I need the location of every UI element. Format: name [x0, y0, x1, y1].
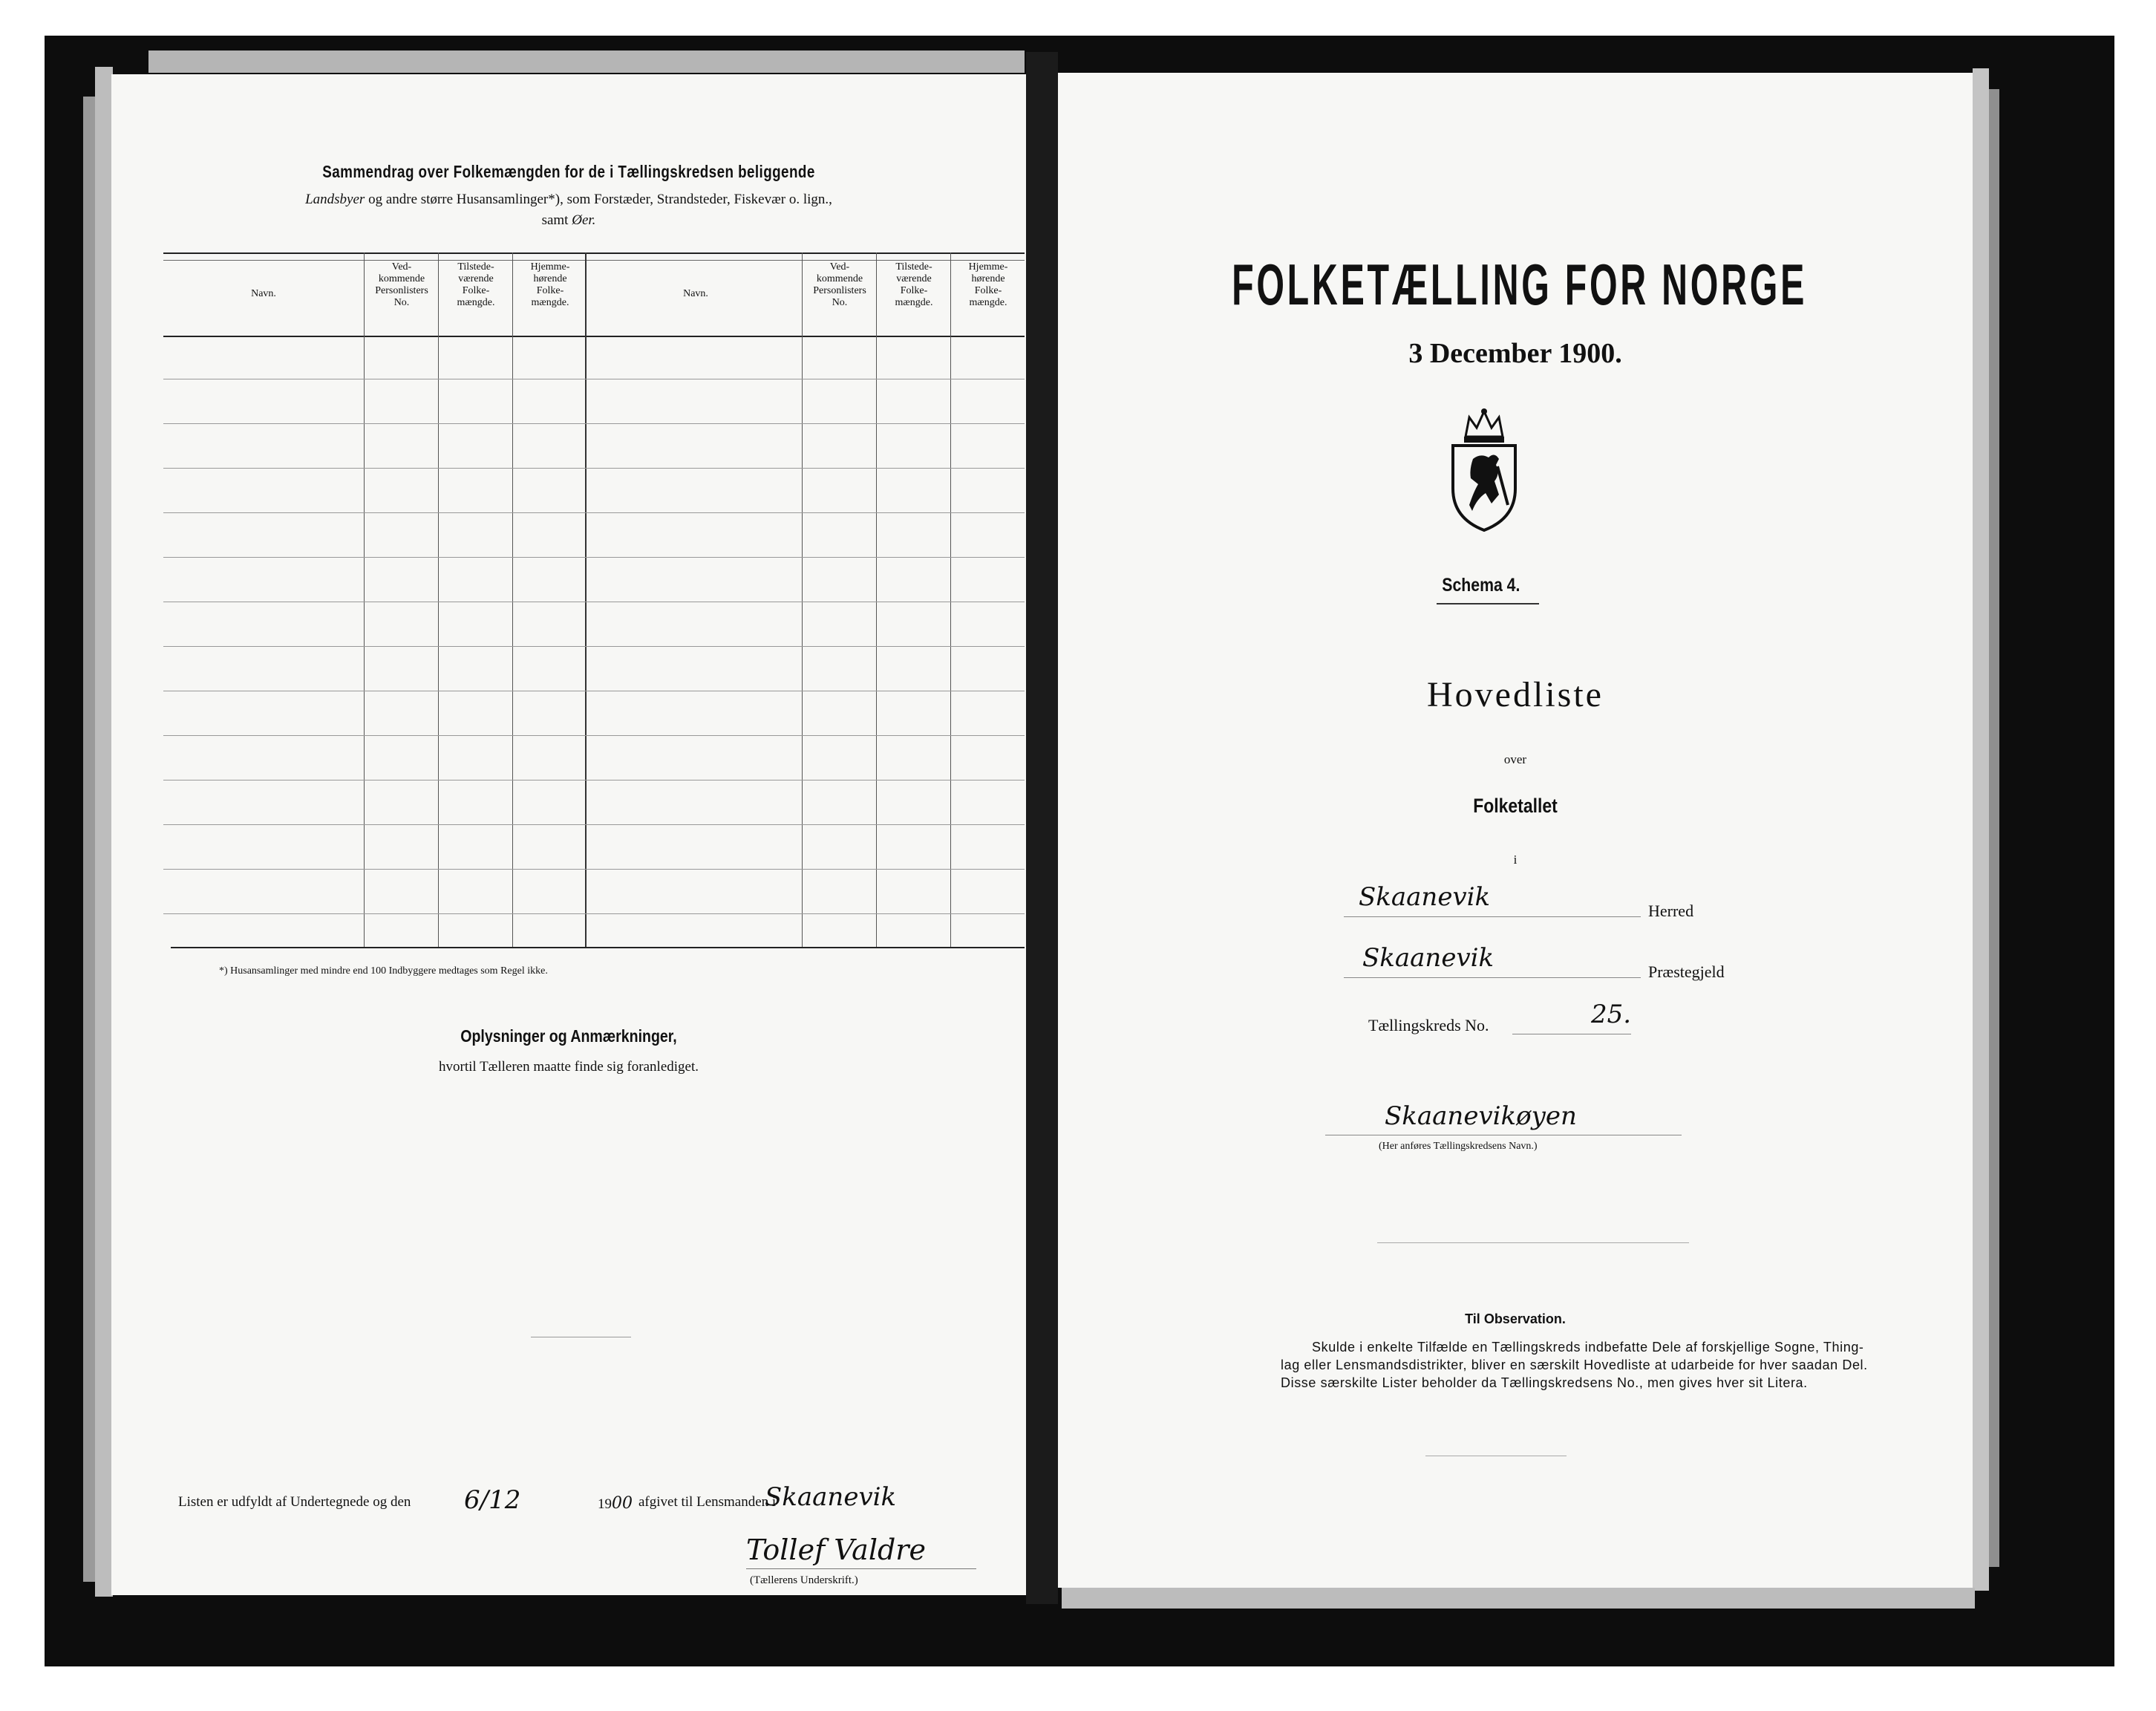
prestegjeld-label: Præstegjeld [1648, 962, 1725, 981]
observation-text [1281, 1338, 1867, 1392]
summary-subtitle2-italic: Øer. [572, 212, 596, 228]
header-hjemmehorende-2: Hjemme- hørende Folke- mængde. [968, 261, 1008, 308]
herred-handwritten: Skaanevik [1359, 882, 1491, 912]
sign-line-text: Listen er udfyldt af Undertegnede og den [178, 1494, 411, 1510]
footnote: *) Husansamlinger med mindre end 100 Indbyggere medtages som Regel ikke. [219, 965, 548, 977]
column-divider [802, 252, 803, 947]
kreds-name-handwritten: Skaanevikøyen [1385, 1101, 1577, 1131]
column-divider [512, 252, 513, 947]
summary-subtitle-2 [111, 212, 1026, 229]
page-stack-top-edge [148, 50, 1025, 73]
table-row-line [163, 468, 1025, 469]
summary-subtitle-italic: Landsbyer [305, 192, 365, 207]
summary-title: Sammendrag over Folkemængden for de i Tællingskredsen beliggende [322, 162, 815, 181]
sign-year [598, 1494, 633, 1513]
table-header-rule [163, 336, 1025, 337]
table-row-line [163, 735, 1025, 736]
sign-place-handwritten: Skaanevik [765, 1482, 897, 1512]
table-bottom-rule [171, 947, 1025, 948]
summary-subtitle [111, 192, 1026, 208]
book-gutter [1026, 52, 1058, 1604]
table-row-line [163, 913, 1025, 914]
folketallet-heading: Folketallet [1473, 795, 1558, 817]
table-row-line [163, 646, 1025, 647]
remarks-subtitle: hvortil Tælleren maatte finde sig foranlediget. [439, 1059, 699, 1075]
i-text: i [1513, 853, 1518, 867]
kreds-name-label: (Her anføres Tællingskredsens Navn.) [1379, 1141, 1538, 1152]
divider-line [1377, 1242, 1689, 1243]
column-divider [438, 252, 439, 947]
sign-date-handwritten: 6/12 [464, 1485, 521, 1515]
column-divider-center [585, 252, 587, 947]
summary-table [163, 252, 1026, 873]
census-date: 3 December 1900. [1408, 338, 1622, 369]
right-page [1058, 73, 1973, 1588]
header-personlister-2: Ved- kommende Personlisters No. [813, 261, 866, 308]
table-row-line [163, 824, 1025, 825]
schema-underline [1437, 603, 1539, 604]
header-hjemmehorende-1: Hjemme- hørende Folke- mængde. [530, 261, 570, 308]
header-tilstedevaerende-2: Tilstede- værende Folke- mængde. [895, 261, 933, 308]
page-stack-left-edge-outer [83, 97, 95, 1582]
remarks-title: Oplysninger og Anmærkninger, [460, 1026, 677, 1046]
sign-line-text-2: afgivet til Lensmanden i [638, 1494, 777, 1510]
enumerator-signature: Tollef Valdre [746, 1534, 926, 1566]
header-navn-1: Navn. [251, 288, 276, 299]
sign-year-prefix: 19 [598, 1496, 612, 1512]
observation-line: Disse særskilte Lister beholder da Tællingskredsens No., men gives hver sit Litera. [1281, 1375, 1808, 1390]
left-page [111, 74, 1026, 1595]
over-text: over [1503, 752, 1527, 766]
schema-number: Schema 4. [1442, 575, 1520, 596]
observation-title: Til Observation. [1465, 1311, 1566, 1326]
prestegjeld-line [1344, 977, 1641, 978]
hovedliste-heading: Hovedliste [1427, 675, 1604, 714]
observation-line: lag eller Lensmandsdistrikter, bliver en særskilt Hovedliste at udarbeide for hver saadan Del. [1281, 1358, 1868, 1372]
herred-label: Herred [1648, 902, 1694, 920]
column-divider [364, 252, 365, 947]
observation-line: Skulde i enkelte Tilfælde en Tællingskreds indbefatte Dele af forskjellige Sogne, Thing- [1312, 1340, 1864, 1355]
column-divider [950, 252, 951, 947]
table-top-rule [163, 252, 1025, 254]
table-row-line [163, 869, 1025, 870]
header-navn-2: Navn. [683, 288, 708, 299]
page-stack-right-edge-outer [1989, 89, 1999, 1567]
header-tilstedevaerende-1: Tilstede- værende Folke- mængde. [457, 261, 495, 308]
kreds-label: Tællingskreds No. [1368, 1016, 1489, 1034]
page-stack-left-edge [95, 67, 113, 1597]
sign-year-handwritten: 00 [612, 1494, 633, 1513]
table-row-line [163, 557, 1025, 558]
table-top-rule-thin [163, 260, 1025, 261]
header-personlister-1: Ved- kommende Personlisters No. [375, 261, 428, 308]
table-row-line [163, 423, 1025, 424]
norwegian-coat-of-arms-icon [1440, 407, 1529, 533]
herred-line [1344, 916, 1641, 917]
summary-subtitle2-prefix: samt [541, 212, 572, 228]
page-stack-bottom-edge [1062, 1588, 1975, 1609]
kreds-number-handwritten: 25. [1591, 1000, 1632, 1029]
summary-subtitle-rest: og andre større Husansamlinger*), som Forstæder, Strandsteder, Fiskevær o. lign., [365, 192, 832, 207]
census-title: FOLKETÆLLING FOR NORGE [1232, 252, 1808, 317]
signature-underline [746, 1568, 976, 1569]
column-divider [876, 252, 877, 947]
prestegjeld-handwritten: Skaanevik [1362, 943, 1494, 973]
signature-label: (Tællerens Underskrift.) [750, 1574, 858, 1586]
page-stack-right-edge [1973, 68, 1989, 1591]
table-row-line [163, 512, 1025, 513]
